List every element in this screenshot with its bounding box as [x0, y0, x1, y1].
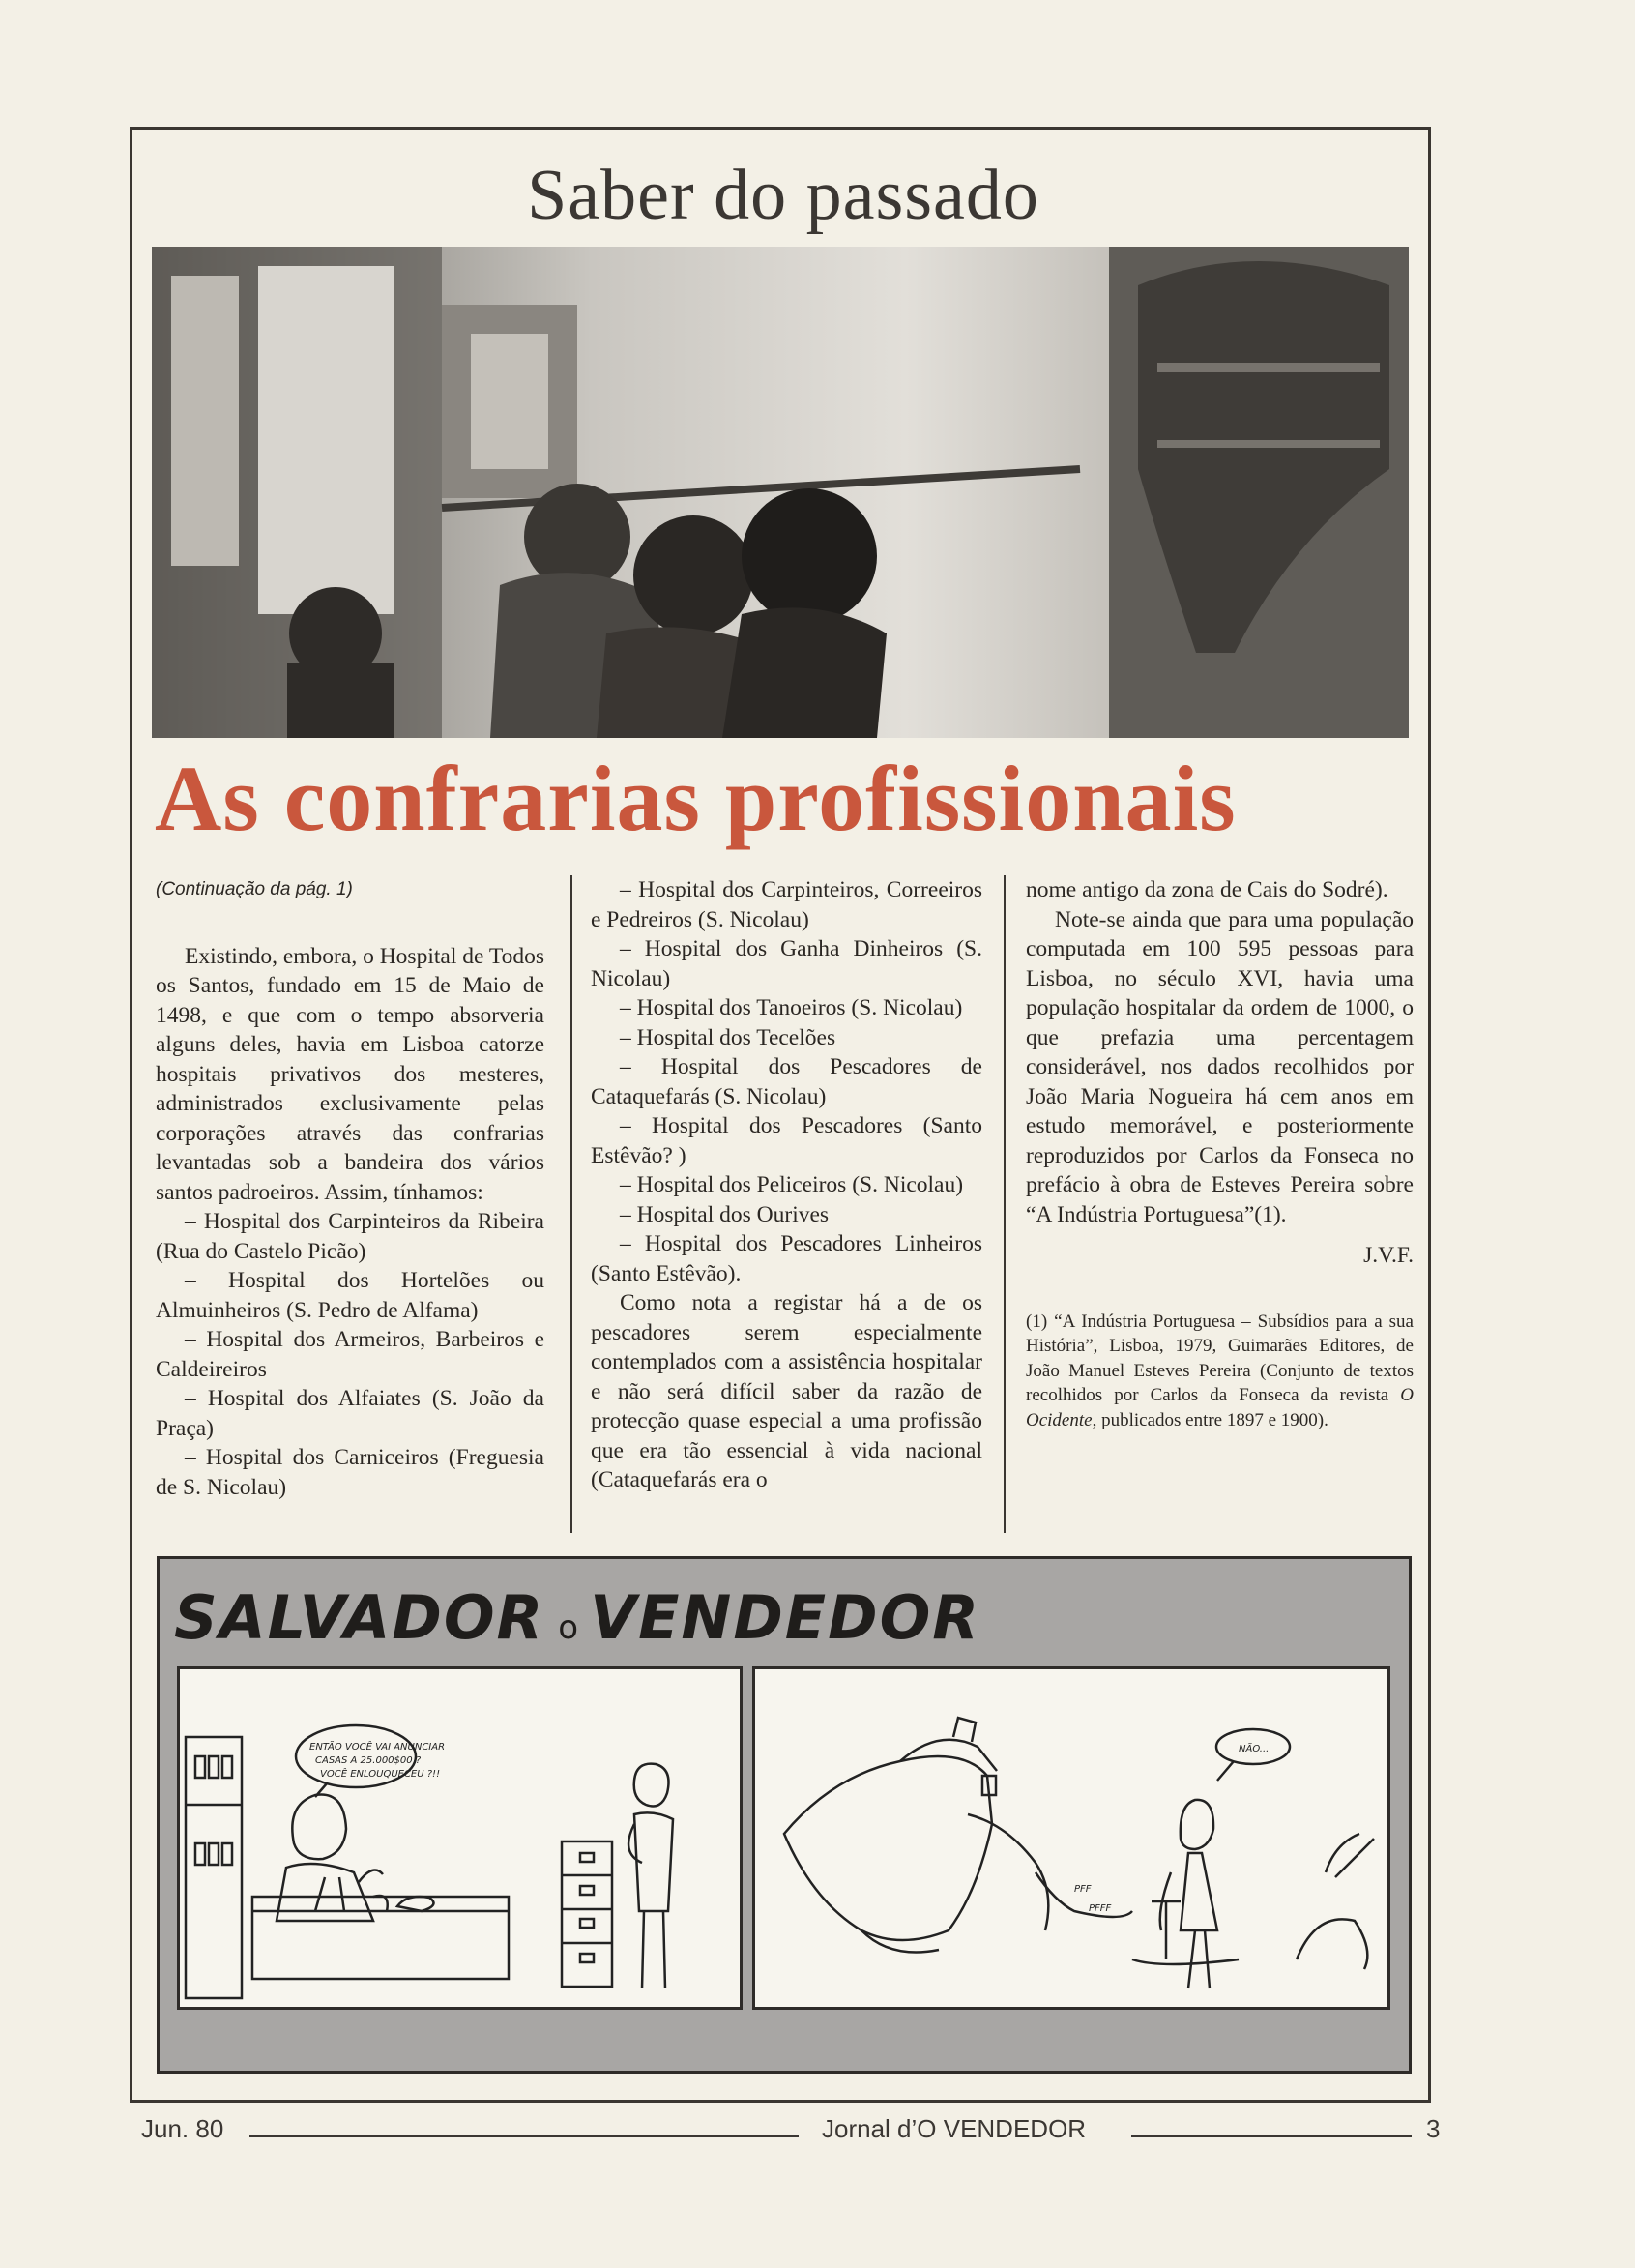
list-item: – Hospital dos Tanoeiros (S. Nicolau) [620, 995, 963, 1020]
list-item: – Hospital dos Tecelões [620, 1024, 836, 1050]
author-signature: J.V.F. [1363, 1243, 1414, 1268]
list-item: – Hospital dos Carpinteiros da Ribeira (Rua do Castelo Picão) [156, 1209, 544, 1264]
comic-title-salvador: SALVADOR [174, 1582, 545, 1653]
list-item: – Hospital dos Carniceiros (Freguesia de S. Nicolau) [156, 1445, 544, 1500]
list-item: – Hospital dos Alfaiates (S. João da Praça) [156, 1386, 544, 1441]
footnote-text: (1) “A Indústria Portuguesa – Subsídios para a sua História”, Lisboa, 1979, Guimarães Editores, de João Manuel Esteves Pereira (Conjunto de textos recolhidos por Carlos da Fonseca da revista [1026, 1311, 1414, 1405]
comic-title-vendedor: VENDEDOR [590, 1582, 981, 1653]
list-item: – Hospital dos Hortelões ou Almuinheiros (S. Pedro de Alfama) [156, 1268, 544, 1323]
list-item: – Hospital dos Pescadores Linheiros (Santo Estêvão). [591, 1231, 982, 1286]
bubble-line: ENTÃO VOCÊ VAI ANUNCIAR [309, 1742, 446, 1753]
list-item: – Hospital dos Peliceiros (S. Nicolau) [620, 1172, 964, 1197]
bubble-text: NÃO... [1239, 1744, 1270, 1754]
paragraph: Note-se ainda que para uma população computada em 100 595 pessoas para Lisboa, no século XVI, havia uma população hospitalar da ordem de 1000, o que prefazia uma percentagem considerável, nos dados recolhidos por João Maria Nogueira há cem anos em estudo memorável, e posteriormente reproduzidos por Carlos da Fonseca no prefácio à obra de Esteves Pereira sobre “A Indústria Portuguesa”(1). [1026, 906, 1414, 1227]
article-column-2 [591, 875, 982, 1495]
footer-rule [1131, 2135, 1412, 2137]
column-divider [1004, 875, 1006, 1533]
paragraph: Como nota a registar há a de os pescadores serem especialmente contemplados com a assistência hospitalar e não será difícil saber da razão de protecção quase especial a uma profissão que era tão essencial à vida nacional (Cataquefarás era o [591, 1290, 982, 1492]
comic-panel-1 [177, 1666, 743, 2010]
paragraph: Existindo, embora, o Hospital de Todos os Santos, fundado em 15 de Maio de 1498, e que com o tempo absorveria alguns deles, havia em Lisboa catorze hospitais privativos dos mesteres, administrados exclusivamente pelas corporações através das confrarias levantadas sob a bandeira dos vários santos padroeiros. Assim, tínhamos: [156, 943, 544, 1205]
sound-effect: PFFF [1089, 1903, 1112, 1914]
article-column-1 [156, 875, 544, 1502]
paragraph: nome antigo da zona de Cais do Sodré). [1026, 877, 1388, 902]
article-column-3 [1026, 875, 1414, 1432]
continuation-note: (Continuação da pág. 1) [156, 879, 353, 899]
bubble-line: VOCÊ ENLOUQUECEU ?!! [320, 1769, 441, 1780]
list-item: – Hospital dos Pescadores de Cataquefarás (S. Nicolau) [591, 1054, 982, 1109]
section-title: Saber do passado [527, 156, 1039, 235]
publication-name: Jornal d’O VENDEDOR [822, 2114, 1087, 2143]
headline: As confrarias profissionais [155, 747, 1237, 850]
list-item: – Hospital dos Ganha Dinheiros (S. Nicolau) [591, 936, 982, 991]
sound-effect: PFF [1074, 1884, 1092, 1895]
list-item: – Hospital dos Pescadores (Santo Estêvão? ) [591, 1113, 982, 1168]
list-item: – Hospital dos Ourives [620, 1201, 830, 1227]
list-item: – Hospital dos Armeiros, Barbeiros e Caldeireiros [156, 1327, 544, 1382]
comic-title-o: o [558, 1608, 581, 1647]
bubble-line: CASAS A 25.000$00 ? [315, 1755, 422, 1766]
list-item: – Hospital dos Carpinteiros, Correeiros e Pedreiros (S. Nicolau) [591, 877, 982, 932]
column-divider [570, 875, 572, 1533]
archival-photo [152, 247, 1409, 738]
page-number: 3 [1426, 2114, 1441, 2143]
comic-panel-2 [752, 1666, 1390, 2010]
footnote [1026, 1310, 1414, 1433]
issue-date: Jun. 80 [141, 2114, 224, 2143]
comic-title [174, 1582, 1286, 1653]
footnote-journal-title: O Ocidente [1026, 1385, 1414, 1430]
footnote-text-end: , publicados entre 1897 e 1900). [1092, 1409, 1328, 1430]
page-footer [135, 2114, 1445, 2147]
footer-rule [249, 2135, 799, 2137]
